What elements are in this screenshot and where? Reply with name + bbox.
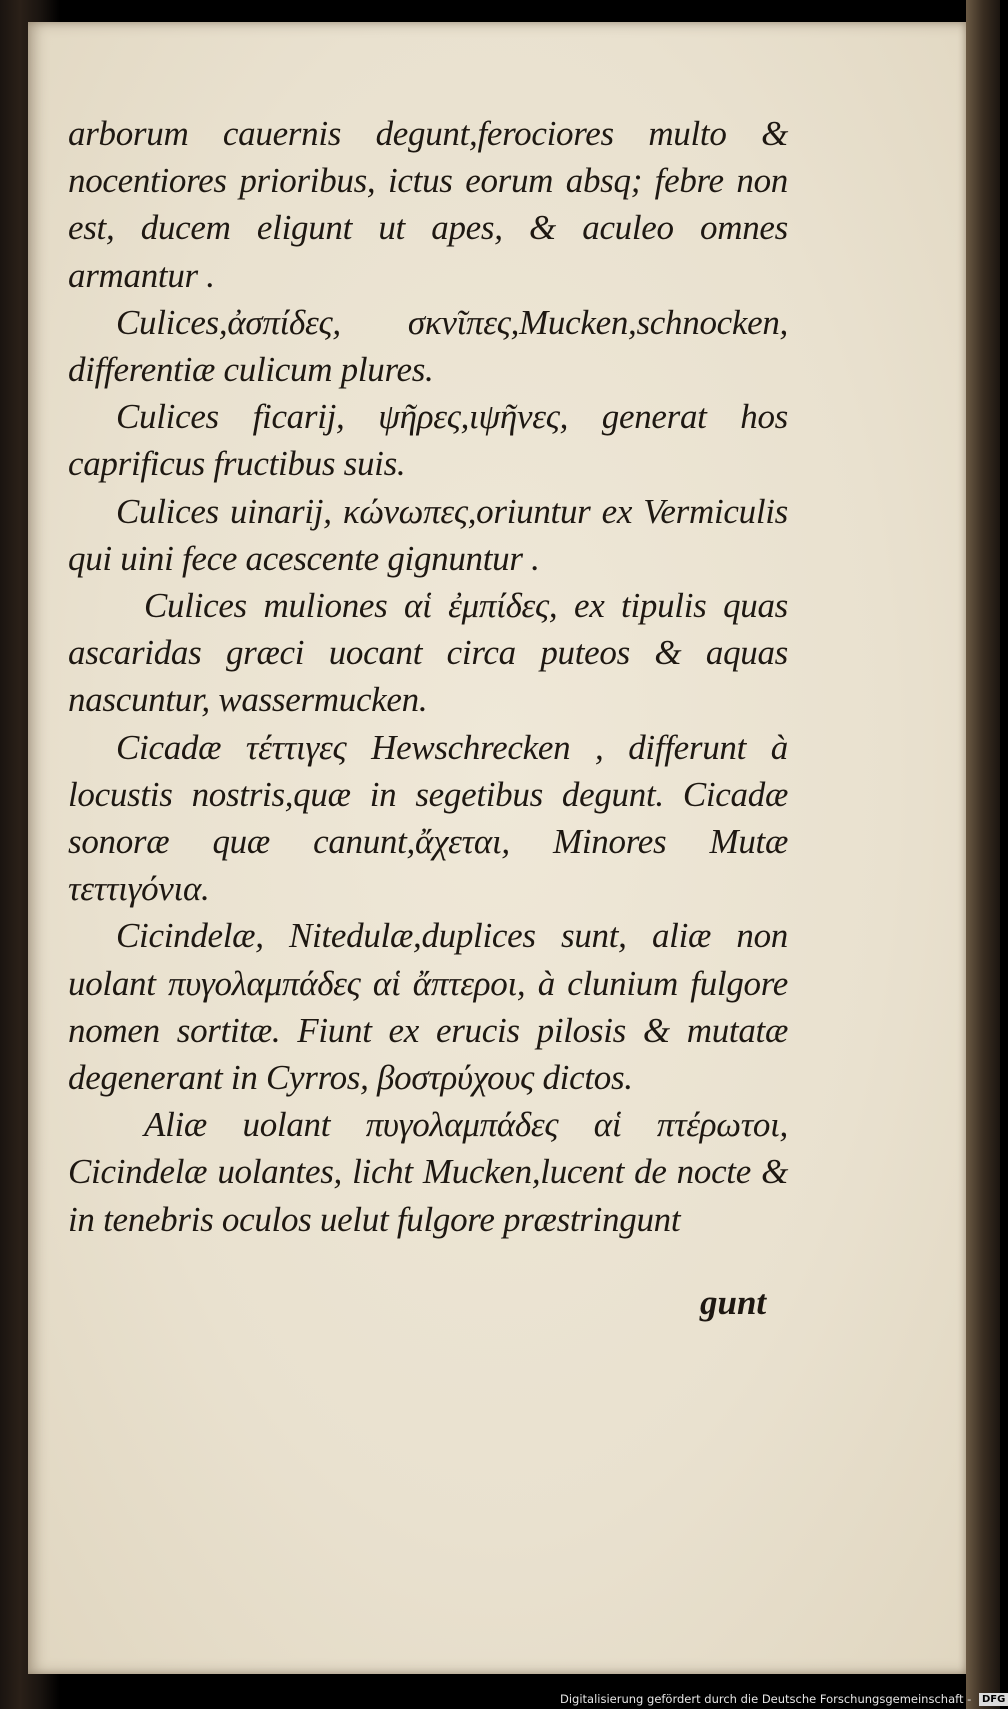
footer-text: Digitalisierung gefördert durch die Deutsche Forschungsgemeinschaft - — [560, 1692, 972, 1706]
paragraph-culices: Culices,ἀσπίδες, σκνῖπες,Mucken,schnocken, differentiæ culicum plures. — [68, 302, 788, 390]
catchword: gunt — [700, 1283, 767, 1322]
paragraph-culices-uinarij: Culices uinarij, κώνωπες,oriuntur ex Vermiculis qui uini fece acescente gignuntur . — [68, 491, 788, 578]
paragraph-culices-muliones: Culices muliones αἱ ἐμπίδες, ex tipulis quas ascaridas græci uocant circa puteos & aquas nascuntur, wassermucken. — [68, 586, 788, 720]
paragraph-arborum: arborum cauernis degunt,ferociores multo & nocentiores prioribus, ictus eorum absq; febre non est, ducem eligunt ut apes, & aculeo omnes armantur . — [68, 114, 788, 295]
paragraph-aliae-uolant: Aliæ uolant πυγολαμπάδες αἱ πτέρωτοι, Cicindelæ uolantes, licht Mucken,lucent de nocte & in tenebris oculos uelut fulgore præstringunt — [68, 1105, 788, 1239]
book-spine — [966, 0, 1000, 1709]
digitization-footer — [560, 1690, 1008, 1709]
page-text — [68, 110, 788, 1243]
dfg-logo-icon: DFG — [979, 1693, 1008, 1706]
paragraph-cicadae: Cicadæ τέττιγες Hewschrecken , differunt à locustis nostris,quæ in segetibus degunt. Cicadæ sonoræ quæ canunt,ἄχεται, Minores Mutæ τεττιγόνια. — [68, 727, 788, 909]
paragraph-culices-ficarij: Culices ficarij, ψῆρες,ιψῆνες, generat hos caprificus fructibus suis. — [68, 397, 788, 484]
paragraph-cicindelae: Cicindelæ, Nitedulæ,duplices sunt, aliæ non uolant πυγολαμπάδες αἱ ἄπτεροι, à clunium fulgore nomen sortitæ. Fiunt ex erucis pilosis & mutatæ degenerant in Cyrros, βοστρύχους dictos. — [68, 916, 788, 1098]
